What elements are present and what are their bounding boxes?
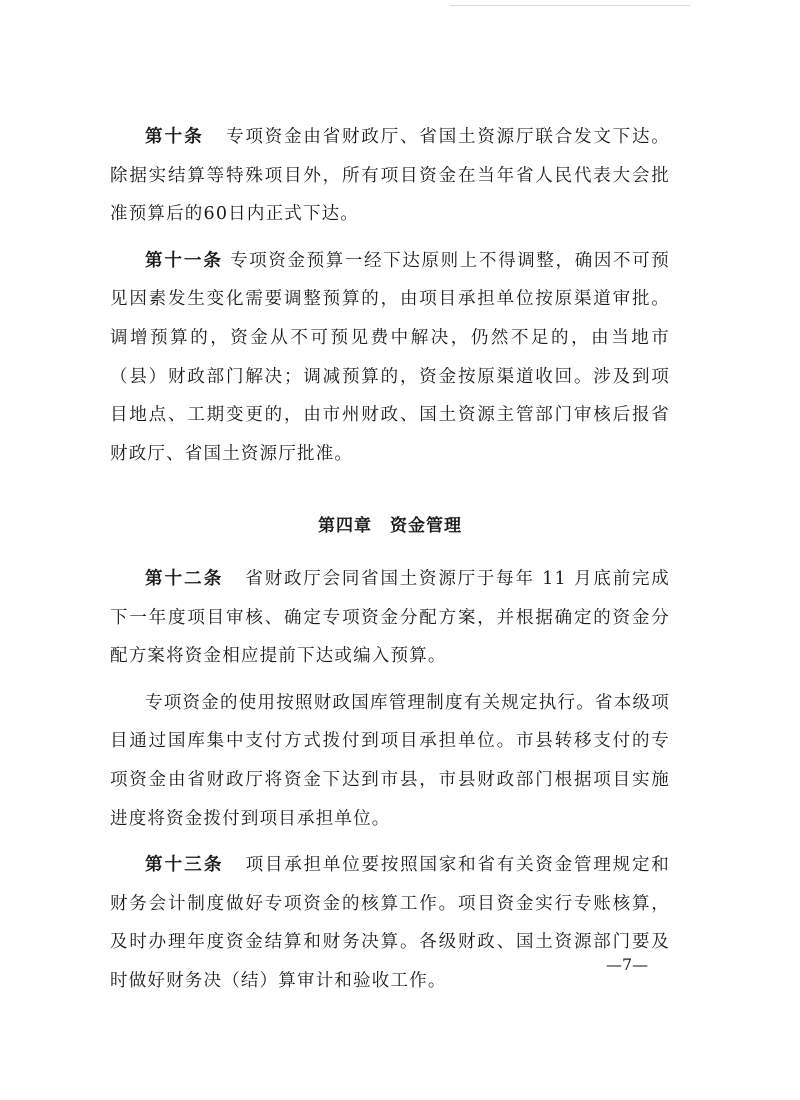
article-number: 第十一条 bbox=[145, 250, 223, 271]
chapter-title: 资金管理 bbox=[390, 516, 462, 537]
article-12-paragraph-2: 专项资金的使用按照财政国库管理制度有关规定执行。省本级项目通过国库集中支付方式拨付到项目承担单位。市县转移支付的专项资金由省财政厅将资金下达到市县，市县财政部门根据项目实施进度将资金拨付到项目承担单位。 bbox=[110, 692, 670, 829]
article-13 bbox=[110, 846, 670, 1000]
chapter-number: 第四章 bbox=[318, 516, 372, 537]
page-number: —7— bbox=[606, 955, 649, 974]
article-number: 第十条 bbox=[145, 127, 204, 147]
top-rule bbox=[450, 5, 690, 6]
article-text: 专项资金由省财政厅、省国土资源厅联合发文下达。除据实结算等特殊项目外，所有项目资金在当年省人民代表大会批准预算后的60日内正式下达。 bbox=[110, 127, 670, 225]
article-number: 第十二条 bbox=[145, 568, 224, 589]
article-11 bbox=[110, 242, 670, 474]
article-text: 项目承担单位要按照国家和省有关资金管理规定和财务会计制度做好专项资金的核算工作。项目资金实行专账核算，及时办理年度资金结算和财务决算。各级财政、国土资源部门要及时做好财务决（结）算审计和验收工作。 bbox=[110, 855, 671, 991]
document-page bbox=[110, 118, 670, 1000]
article-text: 省财政厅会同省国土资源厅于每年 11 月底前完成下一年度项目审核、确定专项资金分配方案，并根据确定的资金分配方案将资金相应提前下达或编入预算。 bbox=[110, 568, 670, 667]
article-12 bbox=[110, 560, 670, 676]
article-number: 第十三条 bbox=[145, 855, 224, 876]
chapter-heading bbox=[110, 507, 670, 546]
article-text: 专项资金预算一经下达原则上不得调整，确因不可预见因素发生变化需要调整预算的，由项目承担单位按原渠道审批。调增预算的，资金从不可预见费中解决，仍然不足的，由当地市（县）财政部门解决；调减预算的，资金按原渠道收回。涉及到项目地点、工期变更的，由市州财政、国土资源主管部门审核后报省财政厅、省国土资源厅批准。 bbox=[110, 250, 670, 464]
article-10 bbox=[110, 118, 670, 234]
